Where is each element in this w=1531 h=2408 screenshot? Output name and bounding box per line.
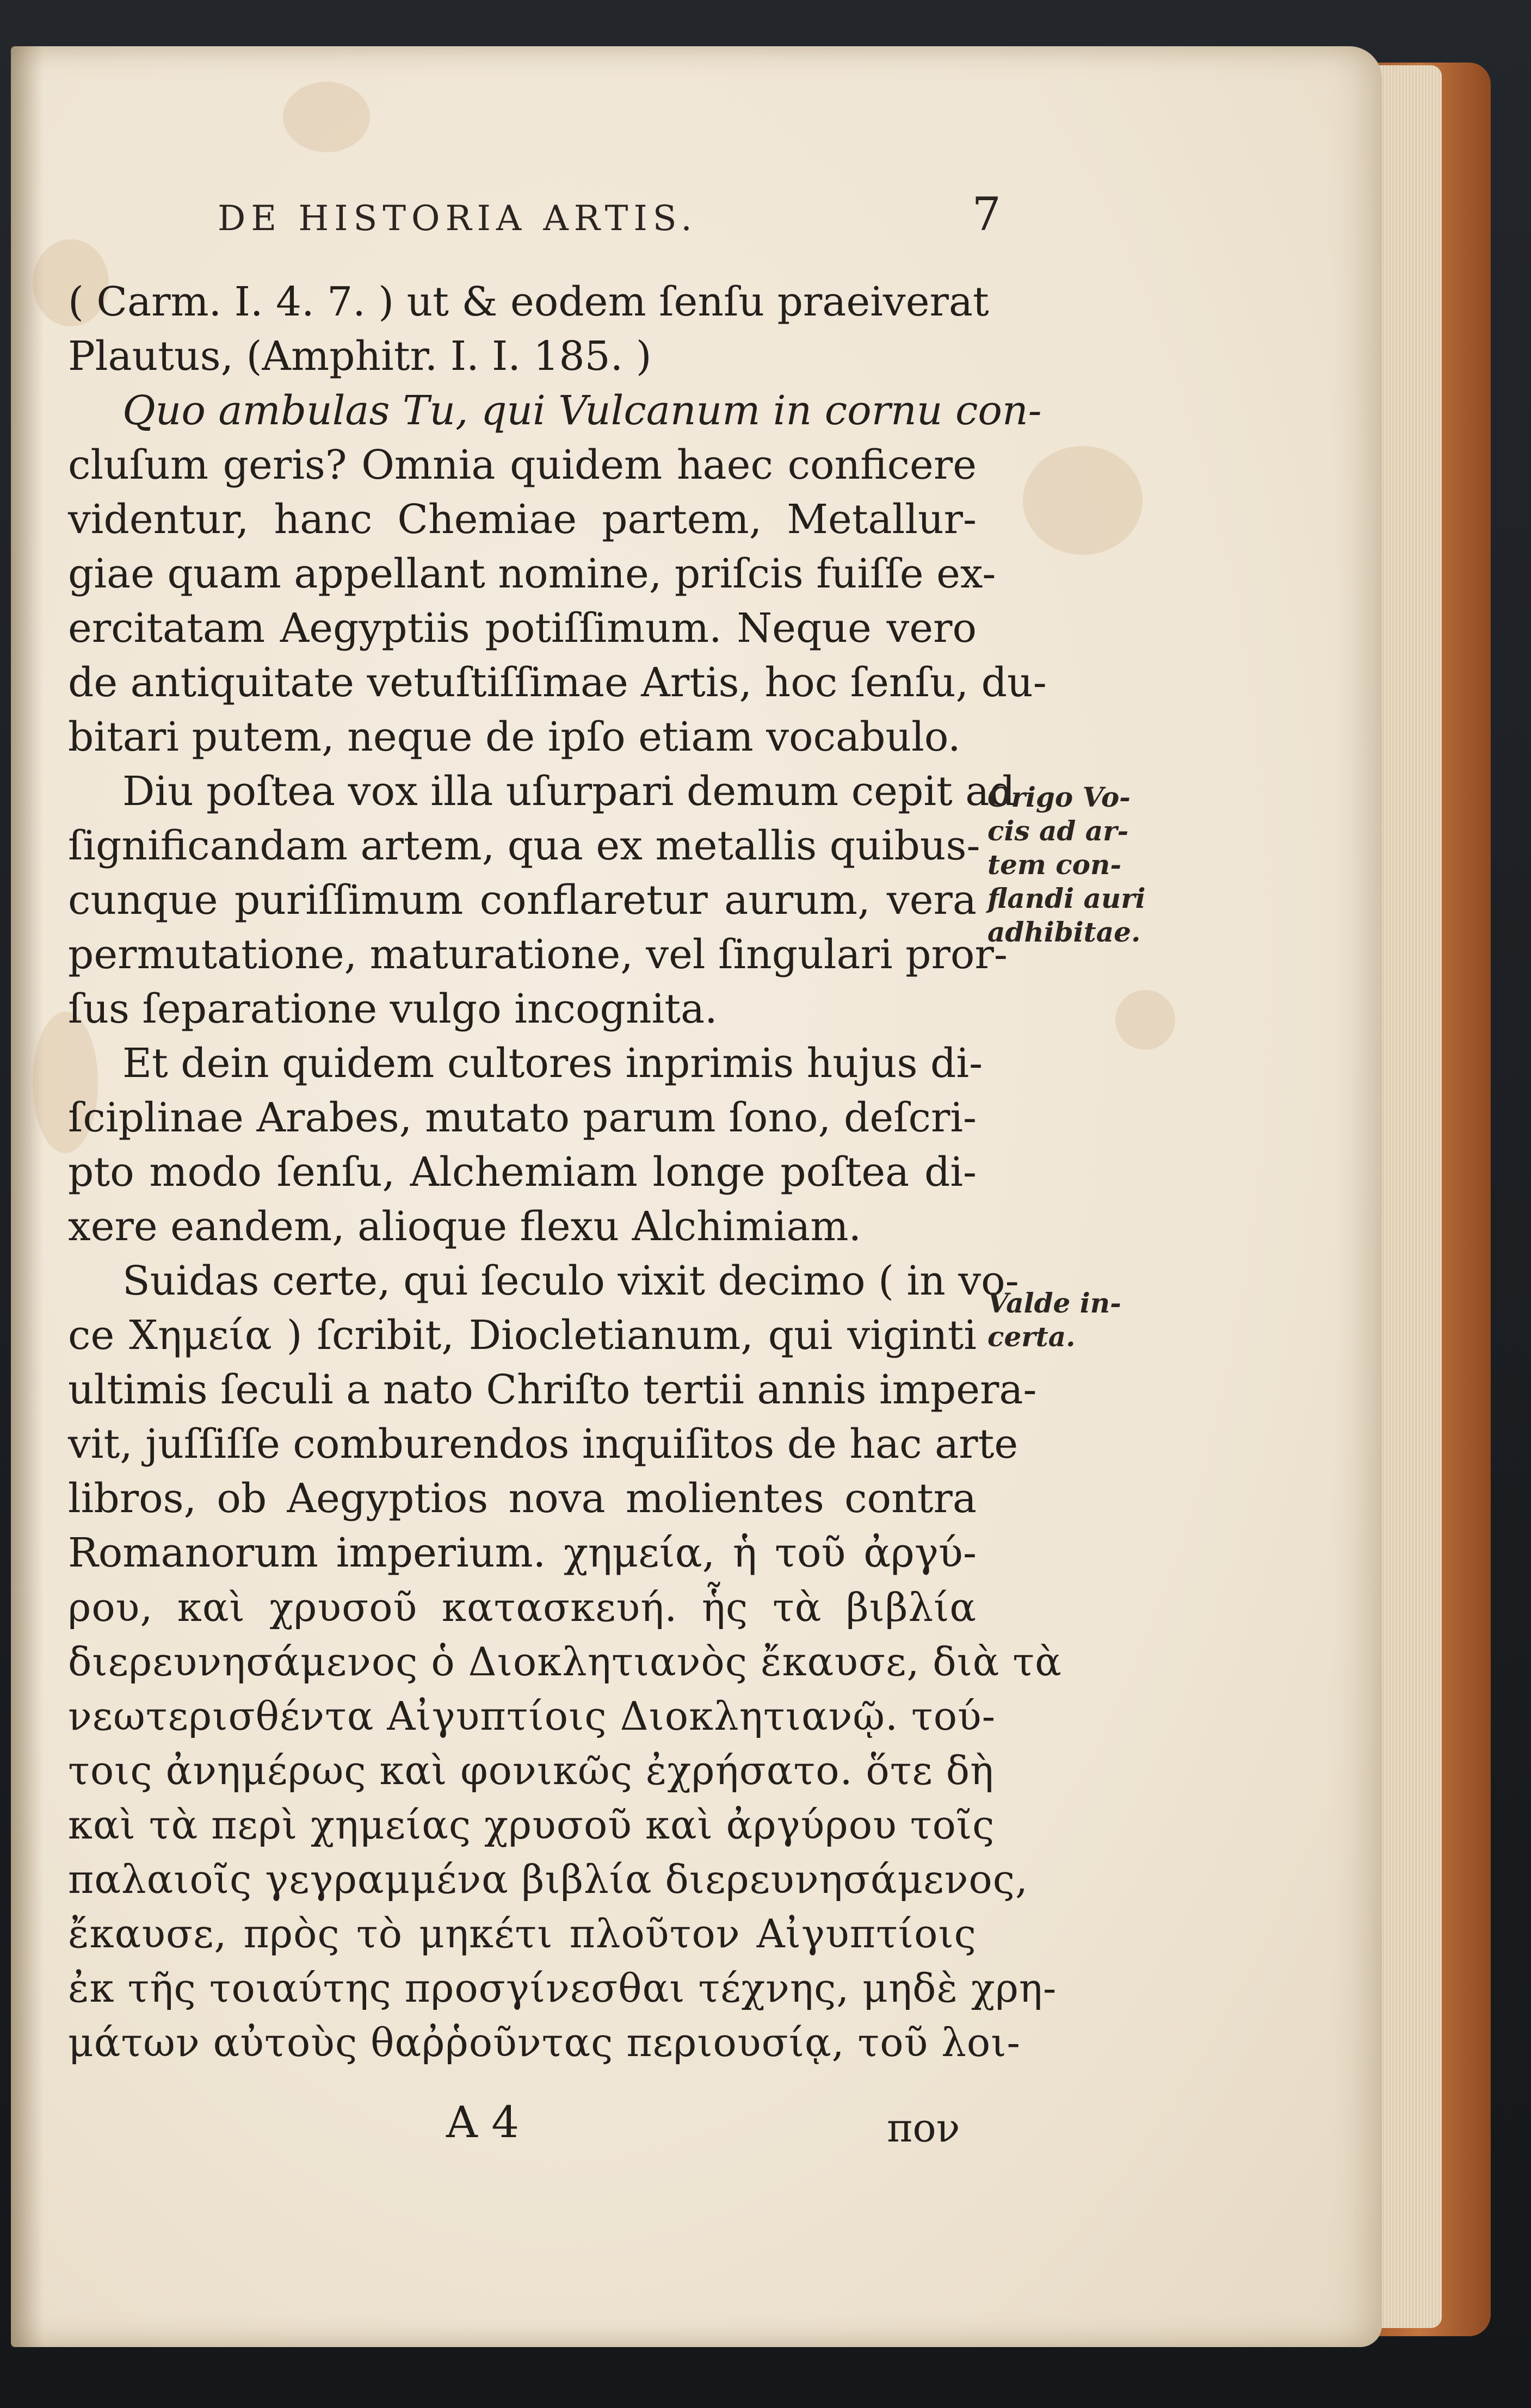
margin-note-line: Origo Vo- [987,781,1131,813]
foxing-stain [1023,446,1143,555]
greek-line: νεωτερισθέντα Αἰγυπτίοις Διοκλητιανῷ. τού- [68,1693,996,1739]
spine-shadow [11,46,44,2347]
text-line: permutatione, maturatione, vel ſingulari pror- [68,931,1008,978]
text-line: xere eandem, alioque flexu Alchimiam. [68,1203,862,1250]
text-line: Diu poſtea vox illa uſurpari demum cepit ad [122,768,1015,815]
page-number: 7 [972,188,1001,241]
text-line: ( Carm. I. 4. 7. ) ut & eodem ſenſu praeiverat [68,278,989,325]
greek-line: ρου, καὶ χρυσοῦ κατασκευή. ἧς τὰ βιβλία [68,1584,977,1630]
text-line: ce Χημεία ) ſcribit, Diocletianum, qui viginti [68,1312,977,1359]
text-line: ultimis ſeculi a nato Chriſto tertii annis impera- [68,1366,1037,1413]
text-line: pto modo ſenſu, Alchemiam longe poſtea di- [68,1149,977,1196]
margin-note-line: adhibitae. [987,916,1141,948]
text-line: ercitatam Aegyptiis potiſſimum. Neque vero [68,605,977,652]
margin-note-line: tem con- [987,849,1122,881]
greek-line: ἐκ τῆς τοιαύτης προσγίνεσθαι τέχνης, μηδὲ χρη- [68,1965,1057,2011]
greek-line: καὶ τὰ περὶ χημείας χρυσοῦ καὶ ἀργύρου τοῖς [68,1802,995,1848]
text-line: Quo ambulas Tu, qui Vulcanum in cornu con- [122,387,1042,434]
running-title: DE HISTORIA ARTIS. [218,199,697,239]
greek-line: διερευνησάμενος ὁ Διοκλητιανὸς ἔκαυσε, διὰ τὰ [68,1639,1062,1685]
text-line: Suidas certe, qui ſeculo vixit decimo ( in vo- [122,1258,1019,1304]
greek-line: μάτων αὐτοὺς θαῤῥοῦντας περιουσίᾳ, τοῦ λοι- [68,2020,1021,2065]
text-line: giae quam appellant nomine, priſcis fuiſſe ex- [68,550,996,597]
text-line: ſciplinae Arabes, mutato parum ſono, deſcri- [68,1094,977,1141]
text-line: ſus ſeparatione vulgo incognita. [68,986,718,1032]
greek-line: παλαιοῖς γεγραμμένα βιβλία διερευνησάμενος, [68,1856,1028,1902]
greek-line: ἔκαυσε, πρὸς τὸ μηκέτι πλοῦτον Αἰγυπτίοις [68,1911,977,1957]
foxing-stain [283,82,370,152]
text-line: vit, juſſiſſe comburendos inquiſitos de hac arte [68,1421,1018,1468]
text-line: bitari putem, neque de ipſo etiam vocabulo. [68,714,961,760]
margin-note-line: Valde in- [987,1287,1121,1319]
text-line: Romanorum imperium. χημεία, ἡ τοῦ ἀργύ- [68,1530,977,1576]
foxing-stain [1115,990,1175,1050]
signature-mark: A 4 [446,2097,520,2147]
margin-note-uncertain [987,1286,1205,1354]
margin-note-origin [987,781,1205,949]
text-line: videntur, hanc Chemiae partem, Metallur- [68,496,977,543]
margin-note-line: cis ad ar- [987,815,1129,847]
margin-note-line: flandi auri [987,882,1146,914]
catchword: πον [887,2105,960,2151]
text-line: de antiquitate vetuſtiſſimae Artis, hoc ſenſu, du- [68,659,1047,706]
margin-note-line: certa. [987,1321,1076,1353]
greek-line: τοις ἀνημέρως καὶ φονικῶς ἐχρήσατο. ὅτε δὴ [68,1748,995,1793]
text-line: cluſum geris? Omnia quidem haec conficere [68,442,977,488]
running-header [218,188,1001,253]
text-line: Et dein quidem cultores inprimis hujus di- [122,1040,983,1087]
text-line: ſignificandam artem, qua ex metallis quibus- [68,822,980,869]
text-line: cunque puriſſimum conflaretur aurum, vera [68,877,977,924]
text-line: libros, ob Aegyptios nova molientes contra [68,1475,977,1522]
text-line: Plautus, (Amphitr. I. I. 185. ) [68,333,652,380]
